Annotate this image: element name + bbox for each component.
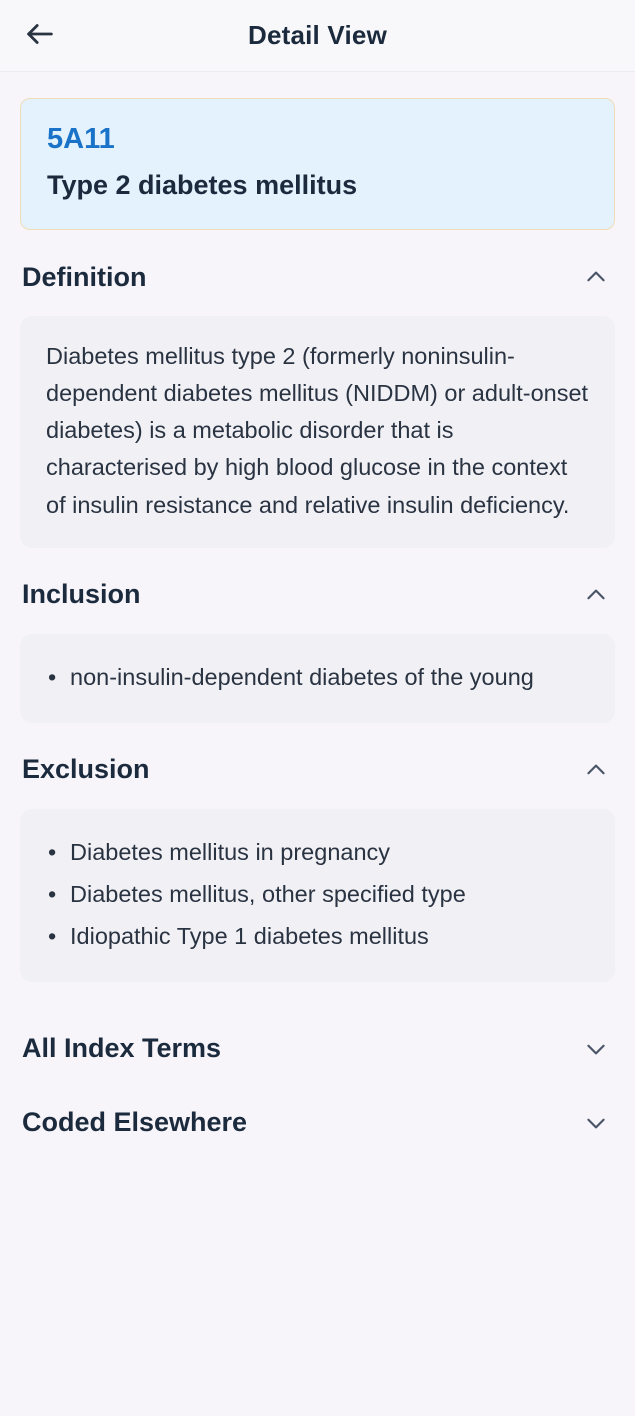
definition-text: Diabetes mellitus type 2 (formerly noninsulin-dependent diabetes mellitus (NIDDM) or adult-onset diabetes) is a metabolic disorder that is characterised by high blood glucose in the context of insulin resistance and relative insulin deficiency. [46,343,589,518]
list-item: • Diabetes mellitus in pregnancy [46,831,589,873]
inclusion-list [46,660,589,695]
section-title-all-index-terms: All Index Terms [22,1033,222,1064]
back-button[interactable] [8,4,72,68]
code-title: Type 2 diabetes mellitus [47,170,358,201]
chevron-down-icon[interactable] [579,1106,613,1140]
exclusion-list [46,831,589,958]
section-title-coded-elsewhere: Coded Elsewhere [22,1107,248,1138]
section-title-inclusion: Inclusion [22,579,141,610]
section-header-definition[interactable] [20,230,615,294]
arrow-left-icon [23,17,57,54]
panel-inclusion [20,634,615,723]
list-item: • non-insulin-dependent diabetes of the young [46,660,589,695]
bottom-spacer [20,1140,615,1180]
panel-exclusion [20,809,615,982]
section-title-exclusion: Exclusion [22,754,150,785]
chevron-up-icon[interactable] [579,578,613,612]
panel-definition [20,316,615,548]
section-header-all-index-terms[interactable] [20,982,615,1066]
section-header-exclusion[interactable] [20,723,615,787]
chevron-up-icon[interactable] [579,753,613,787]
chevron-up-icon[interactable] [579,260,613,294]
code-card [20,98,615,230]
section-title-definition: Definition [22,261,147,292]
code-id: 5A11 [47,123,115,155]
app-bar [0,0,635,72]
detail-content [0,72,635,1416]
chevron-down-icon[interactable] [579,1032,613,1066]
list-item: • Idiopathic Type 1 diabetes mellitus [46,915,589,957]
list-item: • Diabetes mellitus, other specified type [46,873,589,915]
section-header-inclusion[interactable] [20,548,615,612]
section-header-coded-elsewhere[interactable] [20,1066,615,1140]
page-title: Detail View [247,20,387,50]
